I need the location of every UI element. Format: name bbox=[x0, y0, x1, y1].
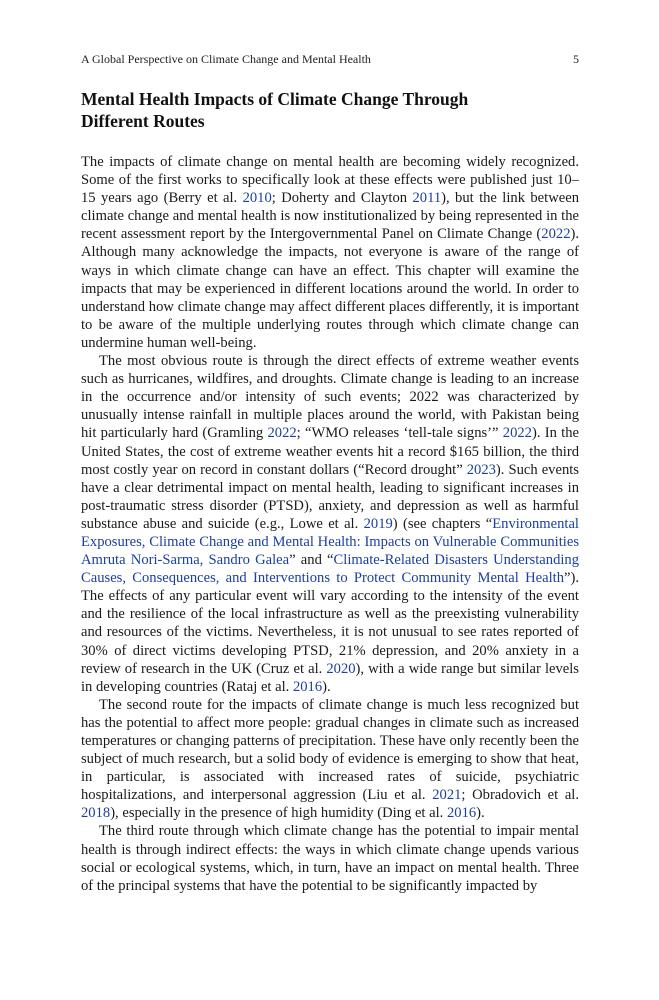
running-header bbox=[81, 52, 579, 68]
citation-link[interactable]: 2018 bbox=[81, 805, 111, 822]
section-title: Mental Health Impacts of Climate Change Through Different Routes bbox=[81, 89, 469, 131]
paragraph-1 bbox=[81, 153, 579, 352]
text: The most obvious route is through the direct effects of extreme weather events such as hurricanes, wildfires, and droughts. Climate change is leading to an increase in the occurrence and/or intensity of such events; 2022 was characterized by unusually intense rainfall in multiple places around the world, with Pakistan being hit particularly hard (Gramling bbox=[81, 353, 579, 442]
paragraph-4 bbox=[81, 822, 579, 894]
citation-link[interactable]: 2022 bbox=[502, 425, 532, 442]
text: ; Doherty and Clayton bbox=[271, 190, 413, 207]
page-number: 5 bbox=[573, 52, 579, 66]
body-text bbox=[81, 153, 579, 895]
text: ). Although many acknowledge the impacts, not everyone is aware of the range of ways in which climate change can have an effect. This chapter will examine the impacts that may be experienced in different locations around the world. In order to understand how climate change may affect different places differently, it is important to be aware of the multiple underlying routes through which climate change can undermine human well-being. bbox=[81, 226, 579, 351]
chapter-link[interactable]: Climate-Related Disasters Understanding Causes, Consequences, and Interventions to Protect Community Mental Health bbox=[81, 552, 580, 587]
text: ”). The effects of any particular event will vary according to the intensity of the event and the resilience of the local infrastructure as well as the preexisting vulnerability and resources of the victims. Nevertheless, it is not unusual to see rates reported of 30% of direct victims developing PTSD, 21% depression, and 20% anxiety in a review of research in the UK (Cruz et al. bbox=[81, 570, 579, 677]
text: The second route for the impacts of climate change is much less recognized but has the potential to affect more people: gradual changes in climate such as increased temperatures or changing patterns of precipitation. These have only recently been the subject of much research, but a solid body of evidence is emerging to show that heat, in particular, is associated with increased rates of suicide, psychiatric hospitalizations, and interpersonal aggression (Liu et al. bbox=[81, 696, 579, 804]
text: ), with a wide range but similar levels in developing countries (Rataj et al. bbox=[81, 660, 579, 695]
text: ). Such events have a clear detrimental impact on mental health, leading to significant increases in post-traumatic stress disorder (PTSD), anxiety, and depression as well as harmful substance abuse and suicide (e.g., Lowe et al. bbox=[81, 461, 579, 532]
text: ). bbox=[476, 805, 485, 822]
text: The impacts of climate change on mental health are becoming widely recognized. Some of the first works to specifically look at these effects were published just 10–15 years ago (Berry et al. bbox=[81, 154, 579, 207]
citation-link[interactable]: 2023 bbox=[466, 461, 496, 478]
text: ; “WMO releases ‘tell-tale signs’” bbox=[296, 425, 503, 442]
text: ) (see chapters “ bbox=[392, 515, 493, 532]
citation-link[interactable]: 2016 bbox=[446, 805, 477, 822]
citation-link[interactable]: 2022 bbox=[267, 425, 297, 442]
citation-link[interactable]: 2022 bbox=[541, 226, 571, 243]
citation-link[interactable]: 2021 bbox=[432, 787, 462, 804]
citation-link[interactable]: 2019 bbox=[363, 515, 393, 532]
citation-link[interactable]: 2010 bbox=[242, 190, 272, 207]
text: ). bbox=[322, 678, 331, 695]
text: ” and “ bbox=[289, 552, 334, 569]
text: ), but the link between climate change and mental health is now institutionalized by being represented in the recent assessment report by the Intergovernmental Panel on Climate Change ( bbox=[81, 190, 579, 243]
text: ). In the United States, the cost of extreme weather events hit a record $165 billion, the third most costly year on record in constant dollars (“Record drought” bbox=[81, 425, 580, 478]
text: The third route through which climate change has the potential to impair mental health is through indirect effects: the ways in which climate change upends various social or ecological systems, which, in turn, have an impact on mental health. Three of the principal systems that have the potential to be significantly impacted by bbox=[81, 823, 579, 894]
text: ; Obradovich et al. bbox=[461, 787, 579, 804]
paragraph-2 bbox=[81, 352, 579, 696]
citation-link[interactable]: 2011 bbox=[412, 190, 442, 207]
running-title: A Global Perspective on Climate Change and Mental Health bbox=[81, 52, 371, 66]
citation-link[interactable]: 2020 bbox=[326, 660, 356, 677]
text: ), especially in the presence of high humidity (Ding et al. bbox=[110, 805, 447, 822]
chapter-link[interactable]: Environmental Exposures, Climate Change and Mental Health: Impacts on Vulnerable Communities Amruta Nori-Sarma, Sandro Galea bbox=[81, 515, 579, 569]
citation-link[interactable]: 2016 bbox=[292, 678, 323, 695]
paragraph-3 bbox=[81, 696, 579, 823]
